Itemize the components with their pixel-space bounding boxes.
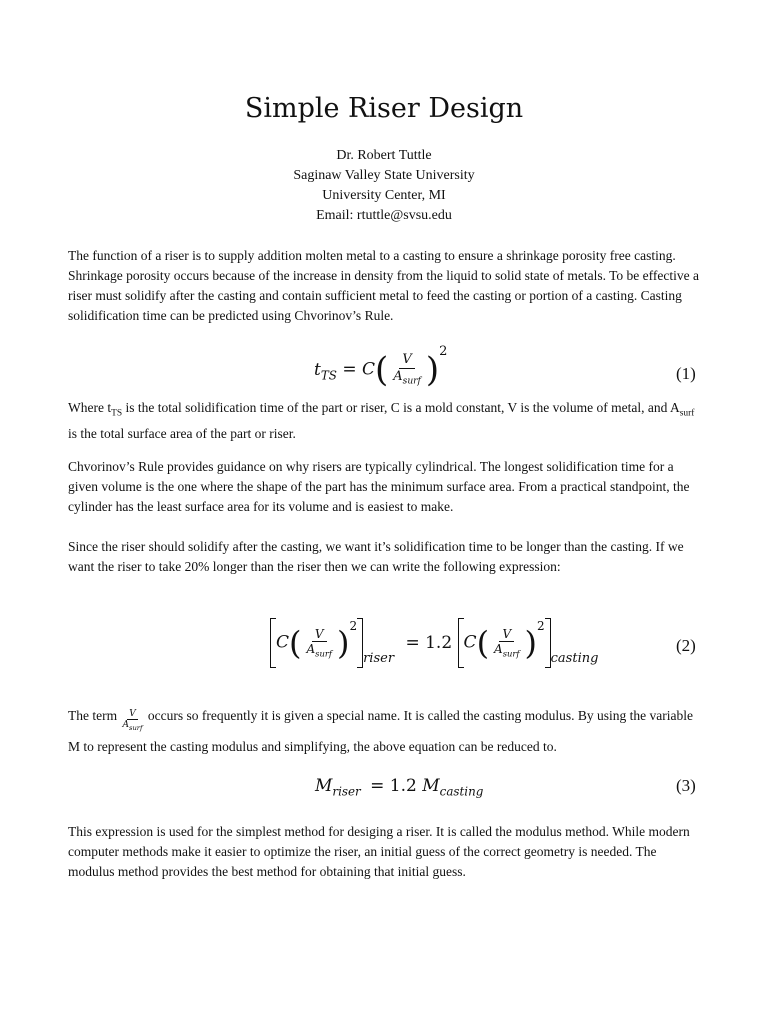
eq2-right-fraction: $\frac{V}{A_{surf}}$ [494,627,520,659]
equation-number-1: (1) [676,364,696,383]
paragraph-modulus-method: This expression is used for the simplest method for desiging a riser. It is called the modulus method. While modern computer methods make it easier to optimize the riser, an initial guess of the correct geometry is needed. The modulus method provides the best method for obtaining that initial guess. [68,824,690,879]
author-name: Dr. Robert Tuttle [336,148,432,163]
equation-modulus: $M_{riser} = 1.2$ $M_{casting}$ [315,776,484,799]
eq1-lhs: $t_{TS}$ [314,359,337,382]
equation-riser-casting: C( $\frac{V}{A_{surf}}$ )$^2_{riser}$ = 1.2 C( $\frac{V}{A_{surf}}$ )$^2_{casting}$ [270,618,598,668]
document-title: Simple Riser Design [244,93,524,124]
paragraph-cylindrical-risers: Chvorinov’s Rule provides guidance on why risers are typically cylindrical. The longest solidification time for a given volume is the one where the shape of the part has the minimum surface area. From a practical standpoint, the cylinder has the least surface area for its volume and is easiest to make. [68,459,690,514]
inline-modulus-fraction: $\frac{V}{A_{surf}}$ [122,708,143,733]
paragraph-variable-definitions: Where $t_{TS}$ is the total solidification time of the part or riser, C is a mold constant, V is the volume of metal, and $A_{surf}$ is the total surface area of the part or riser. [68,400,695,441]
author-email: Email: rtuttle@svsu.edu [316,208,452,223]
author-location: University Center, MI [322,188,446,203]
equation-chvorinov: $t_{TS} = C$( $\frac{V}{A_{surf}}$ )$^2$ [314,343,448,390]
paragraph-casting-modulus: The term $\frac{V}{A_{surf}}$ occurs so frequently it is given a special name. It is called the casting modulus. By using the variable M to represent the casting modulus and simplifying, the above equation can be reduced to. [68,708,694,754]
paragraph-riser-expression: Since the riser should solidify after the casting, we want it’s solidification time to be longer than the casting. If we want the riser to take 20% longer than the riser then we can write the following expression: [68,539,684,574]
eq2-left-fraction: $\frac{V}{A_{surf}}$ [306,627,332,659]
author-affiliation: Saginaw Valley State University [293,168,475,183]
eq1-fraction: $\frac{V}{A_{surf}}$ [393,352,421,387]
paragraph-riser-function: The function of a riser is to supply addition molten metal to a casting to ensure a shrinkage porosity free casting. Shrinkage porosity occurs because of the increase in density from the liquid to solid state of metals. To be effective a riser must solidify after the casting and contain sufficient metal to feed the casting or portion of a casting. Casting solidification time can be predicted using Chvorinov’s Rule. [68,248,699,323]
equation-number-3: (3) [676,776,696,795]
equation-number-2: (2) [676,636,696,655]
